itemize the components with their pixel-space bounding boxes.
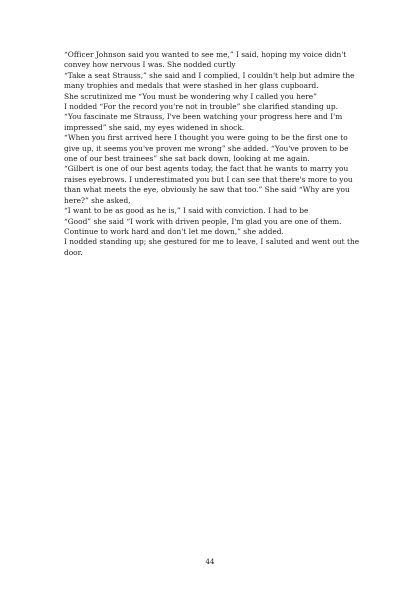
paragraph-5: “You fascinate me Strauss, I've been watching your progress here and I'm impressed” she said, my eyes widened in shock. [64,112,343,132]
paragraph-8: “I want to be as good as he is,” I said with conviction. I had to be [64,206,309,216]
paragraph-3: She scrutinized me “You must be wondering why I called you here” [64,91,317,101]
paragraph-6: “When you first arrived here I thought you were going to be the first one to give up, it seems you've proven me wrong” she added. “You've proven to be one of our best trainees” she sat back down, looking at me again. [64,133,349,164]
page-number: 44 [205,558,215,566]
paragraph-2: “Take a seat Strauss,” she said and I complied, I couldn't help but admire the many trophies and medals that were stashed in her glass cupboard. [64,70,355,91]
body-text [64,50,364,258]
paragraph-7: “Gilbert is one of our best agents today, the fact that he wants to marry you raises eyebrows. I underestimated you but I can see that there's more to you than what meets the eye, obviously he saw that too.” She said “Why are you here?” she asked, [64,164,353,205]
paragraph-9: “Good” she said “I work with driven people, I'm glad you are one of them. Continue to work hard and don't let me down,” she added. [64,216,342,236]
paragraph-10: I nodded standing up; she gestured for me to leave, I saluted and went out the door. [64,237,360,257]
paragraph-4: I nodded “For the record you're not in trouble” she clarified standing up. [64,102,338,112]
paragraph-1: “Officer Johnson said you wanted to see me,” I said, hoping my voice didn't convey how nervous I was. She nodded curtly [64,50,347,70]
